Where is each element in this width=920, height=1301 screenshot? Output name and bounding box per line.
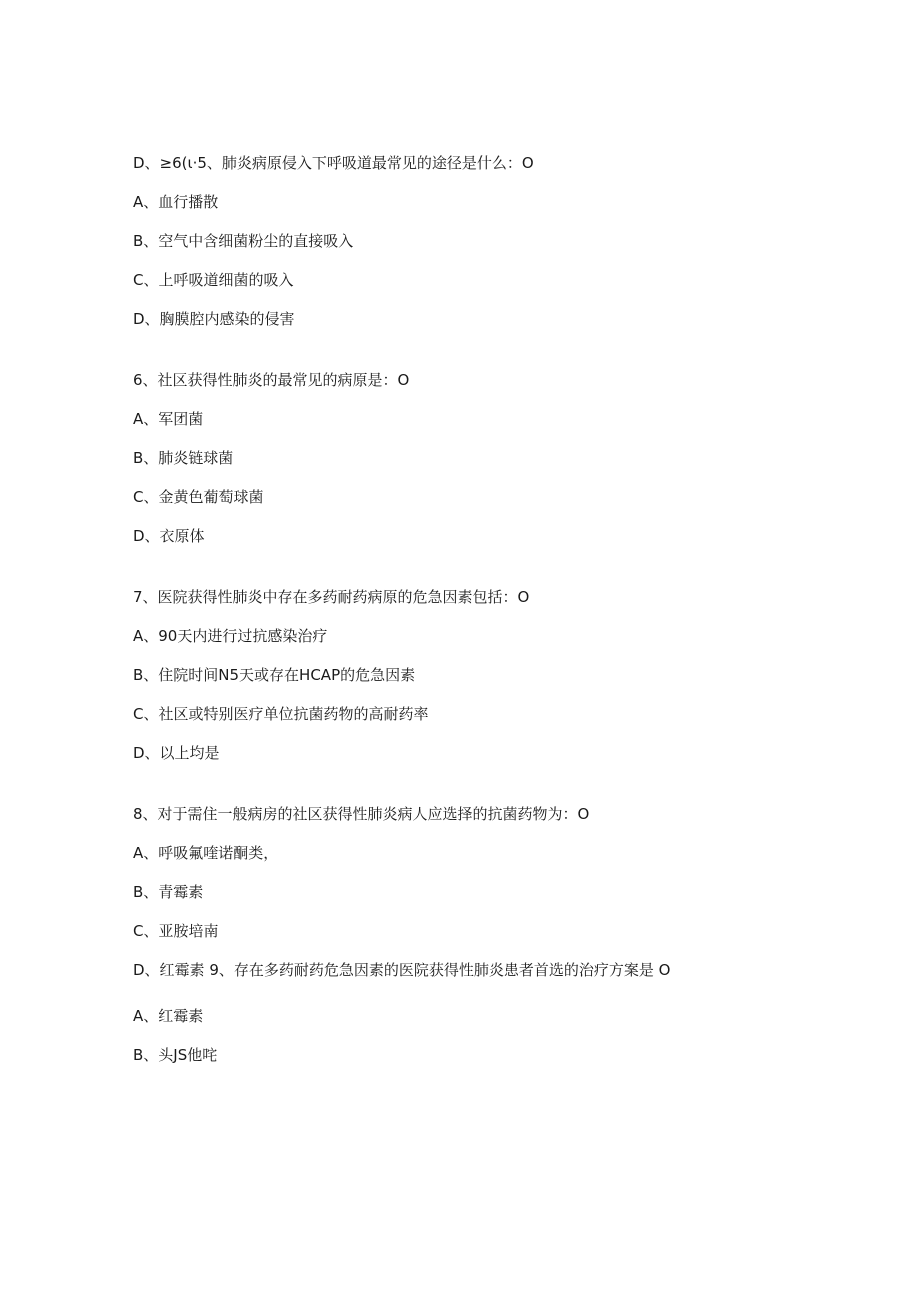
option-line: C、社区或特别医疗单位抗菌药物的高耐药率 [133,705,429,723]
option-line: D、≥6(ι·5、肺炎病原侵入下呼吸道最常见的途径是什么：O [133,154,534,172]
option-line: B、住院时间N5天或存在HCAP的危急因素 [133,666,416,684]
option-line: D、衣原体 [133,527,205,545]
option-line: D、红霉素 9、存在多药耐药危急因素的医院获得性肺炎患者首选的治疗方案是 O [133,961,671,979]
option-line: C、上呼吸道细菌的吸入 [133,271,294,289]
question-line: 8、对于需住一般病房的社区获得性肺炎病人应选择的抗菌药物为：O [133,805,590,823]
option-line: A、呼吸氟喹诺酮类， [133,844,279,862]
option-line: C、金黄色葡萄球菌 [133,488,264,506]
question-line: 7、医院获得性肺炎中存在多药耐药病原的危急因素包括：O [133,588,530,606]
option-line: B、肺炎链球菌 [133,449,234,467]
option-line: B、青霉素 [133,883,204,901]
option-line: B、空气中含细菌粉尘的直接吸入 [133,232,354,250]
question-line: 6、社区获得性肺炎的最常见的病原是：O [133,371,410,389]
option-line: A、军团菌 [133,410,204,428]
option-line: A、血行播散 [133,193,219,211]
option-line: B、头JS他咤 [133,1046,218,1064]
option-line: D、胸膜腔内感染的侵害 [133,310,295,328]
option-line: A、红霉素 [133,1007,204,1025]
option-line: C、亚胺培南 [133,922,219,940]
option-line: A、90天内进行过抗感染治疗 [133,627,328,645]
option-line: D、以上均是 [133,744,220,762]
